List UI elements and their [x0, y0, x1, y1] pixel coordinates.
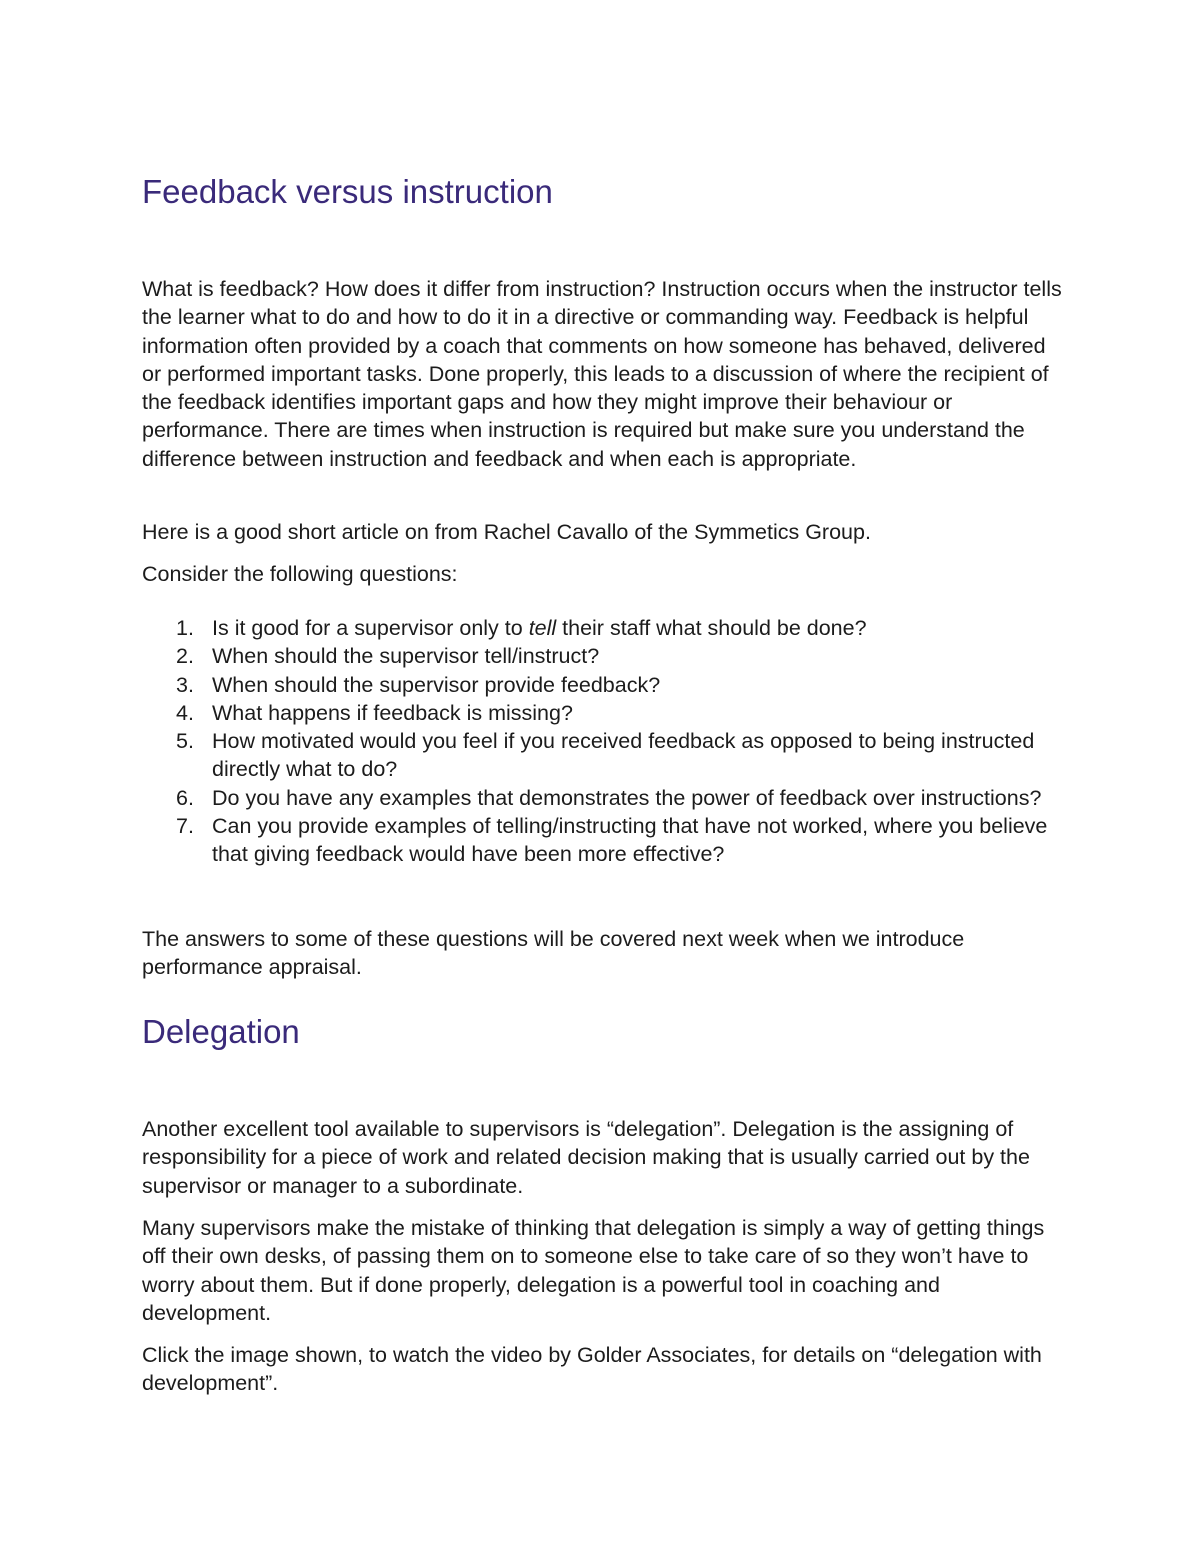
- feedback-heading: Feedback versus instruction: [142, 173, 553, 210]
- list-item: [142, 812, 1062, 869]
- list-number: 3.: [176, 672, 194, 697]
- delegation-paragraph-3: Click the image shown, to watch the video by Golder Associates, for details on “delegation with development”.: [142, 1343, 1042, 1396]
- question-text-emphasis: tell: [528, 616, 557, 640]
- questions-list: [142, 614, 1062, 869]
- question-text: When should the supervisor tell/instruct?: [212, 644, 600, 669]
- list-item: [142, 784, 1062, 812]
- list-number: 1.: [176, 616, 194, 640]
- consider-paragraph: Consider the following questions:: [142, 562, 458, 586]
- article-paragraph: Here is a good short article on from Rachel Cavallo of the Symmetics Group.: [142, 520, 871, 544]
- list-number: 7.: [176, 814, 194, 839]
- question-text: What happens if feedback is missing?: [212, 700, 573, 725]
- feedback-intro-paragraph: What is feedback? How does it differ from instruction? Instruction occurs when the instructor tells the learner what to do and how to do it in a directive or commanding way. Feedback is helpful information often provided by a coach that comments on how someone has behaved, delivered or performed important tasks. Done properly, this leads to a discussion of where the recipient of the feedback identifies important gaps and how they might improve their behaviour or performance. There are times when instruction is required but make sure you understand the difference between instruction and feedback and when each is appropriate.: [142, 277, 1062, 471]
- question-text: How motivated would you feel if you received feedback as opposed to being instructed directly what to do?: [212, 729, 1035, 782]
- question-text: Can you provide examples of telling/instructing that have not worked, where you believe that giving feedback would have been more effective?: [212, 814, 1048, 867]
- list-item: [142, 614, 1062, 642]
- question-text: Do you have any examples that demonstrates the power of feedback over instructions?: [212, 785, 1042, 810]
- delegation-paragraph-1: Another excellent tool available to supervisors is “delegation”. Delegation is the assigning of responsibility for a piece of work and related decision making that is usually carried out by the supervisor or manager to a subordinate.: [142, 1117, 1030, 1198]
- delegation-paragraph-2: Many supervisors make the mistake of thinking that delegation is simply a way of getting things off their own desks, of passing them on to someone else to take care of so they won’t have to worry about them. But if done properly, delegation is a powerful tool in coaching and development.: [142, 1216, 1045, 1325]
- list-number: 5.: [176, 729, 194, 754]
- list-number: 6.: [176, 785, 194, 810]
- list-number: 2.: [176, 644, 194, 669]
- delegation-heading: Delegation: [142, 1013, 300, 1050]
- list-item: [142, 727, 1062, 784]
- list-item: [142, 699, 1062, 727]
- list-number: 4.: [176, 700, 194, 725]
- question-text-pre: Is it good for a supervisor only to: [212, 616, 529, 640]
- question-text-post: their staff what should be done?: [556, 616, 867, 640]
- closing-paragraph: The answers to some of these questions will be covered next week when we introduce performance appraisal.: [142, 927, 965, 980]
- list-item: [142, 671, 1062, 699]
- question-text: When should the supervisor provide feedback?: [212, 672, 661, 697]
- list-item: [142, 642, 1062, 670]
